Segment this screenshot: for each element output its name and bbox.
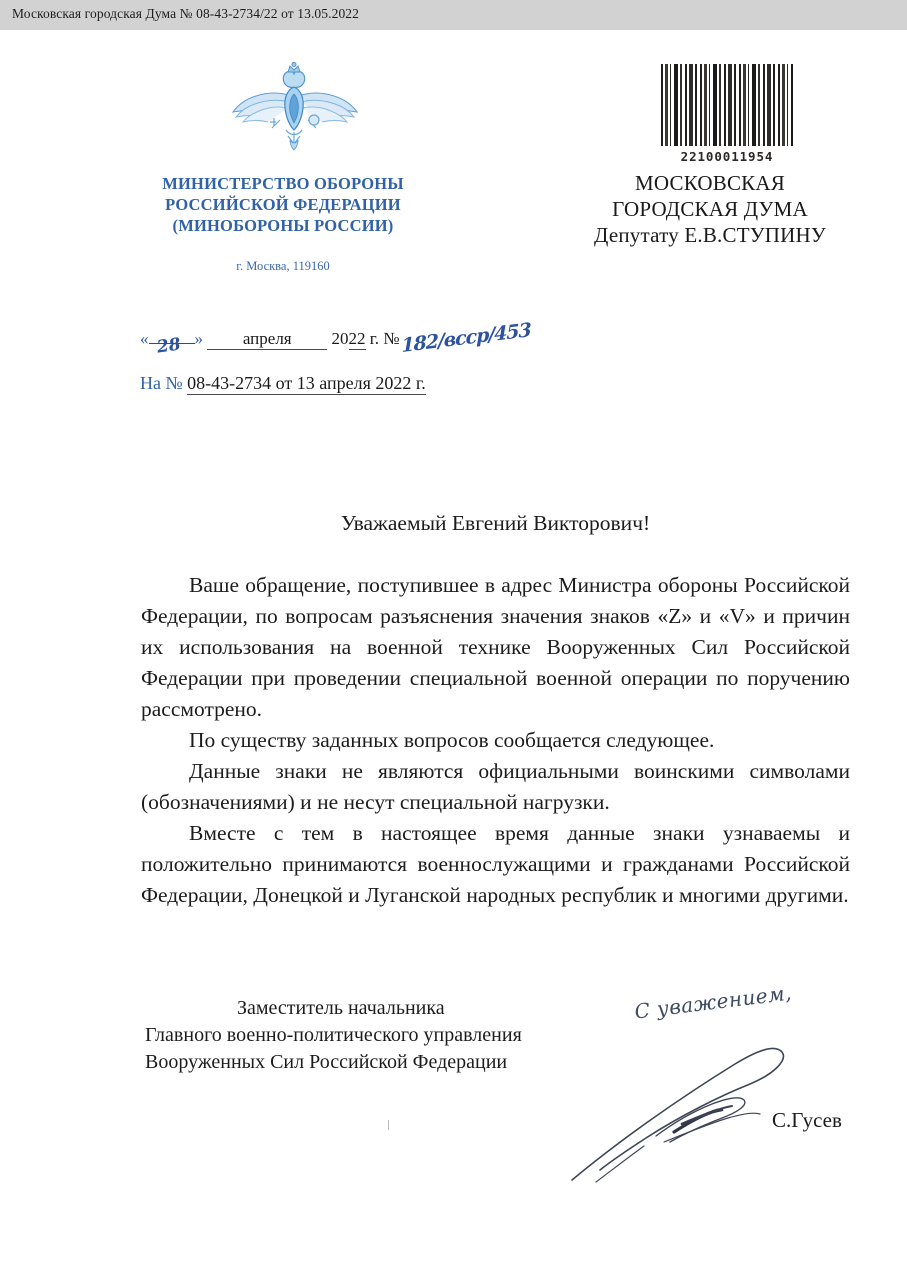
number-sign: № [383, 329, 400, 348]
handwritten-signature-mark [560, 1020, 860, 1190]
day-handwritten: 28 [155, 334, 182, 358]
titlebar-title: Московская городская Дума № 08-43-2734/22 от 13.05.2022 [12, 6, 360, 21]
ministry-city-address: г. Москва, 119160 [236, 259, 330, 273]
letter-body [141, 570, 850, 911]
body-paragraph: Данные знаки не являются официальными воинскими символами (обозначениями) и не несут специальной нагрузки. [141, 759, 850, 814]
barcode-block [661, 64, 793, 164]
signer-name: С.Гусев [772, 1108, 842, 1132]
recipient-line-2: ГОРОДСКАЯ ДУМА [612, 197, 808, 221]
year-tail: г. [365, 329, 384, 348]
ministry-line-1: МИНИСТЕРСТВО ОБОРОНЫ [162, 174, 404, 193]
reference-line [140, 373, 426, 394]
document-date-line [140, 319, 531, 358]
barcode-number: 22100011954 [680, 149, 774, 164]
reference-value: 08-43-2734 от 13 апреля 2022 г. [187, 373, 426, 393]
regards-handwritten: С уважением, [633, 980, 794, 1024]
body-paragraph: Ваше обращение, поступившее в адрес Министра обороны Российской Федерации, по вопросам разъяснения значения знаков «Z» и «V» и причин их использования на военной технике Вооруженных Сил Российской Федерации при проведении специальной военной операции по поручению рассмотрено. [141, 573, 850, 721]
window-titlebar [0, 0, 907, 31]
signer-title-line-1: Заместитель начальника [237, 997, 445, 1019]
ministry-line-2: РОССИЙСКОЙ ФЕДЕРАЦИИ [165, 195, 401, 214]
signer-title-line-3: Вооруженных Сил Российской Федерации [145, 1051, 508, 1073]
ministry-letterhead [128, 173, 438, 236]
outgoing-number-handwritten: 182/всср/453 [400, 319, 531, 357]
reference-prefix: На № [140, 373, 183, 393]
quote-open: « [140, 329, 149, 348]
barcode-image [661, 64, 793, 146]
russian-ministry-of-defence-eagle-emblem [232, 62, 358, 154]
page-faint-mark [388, 1120, 389, 1130]
quote-close: » [194, 329, 203, 348]
body-paragraph: Вместе с тем в настоящее время данные знаки узнаваемы и положительно принимаются военнослужащими и гражданами Российской Федерации, Донецкой и Луганской народных республик и многими другими. [141, 821, 850, 907]
ministry-line-3: (МИНОБОРОНЫ РОССИИ) [172, 216, 394, 235]
salutation: Уважаемый Евгений Викторович! [340, 511, 651, 535]
day-blank [149, 334, 195, 358]
paper-sheet [0, 30, 907, 1280]
month-value: апреля [207, 329, 327, 350]
recipient-line-3: Депутату Е.В.СТУПИНУ [594, 223, 826, 247]
recipient-line-1: МОСКОВСКАЯ [635, 171, 785, 195]
year-suffix: 22 [348, 329, 366, 348]
signer-title-block [145, 995, 522, 1076]
year-prefix: 20 [331, 329, 349, 348]
body-paragraph: По существу заданных вопросов сообщается следующее. [189, 728, 715, 752]
signer-title-line-2: Главного военно-политического управления [145, 1024, 522, 1046]
recipient-block [520, 170, 900, 248]
